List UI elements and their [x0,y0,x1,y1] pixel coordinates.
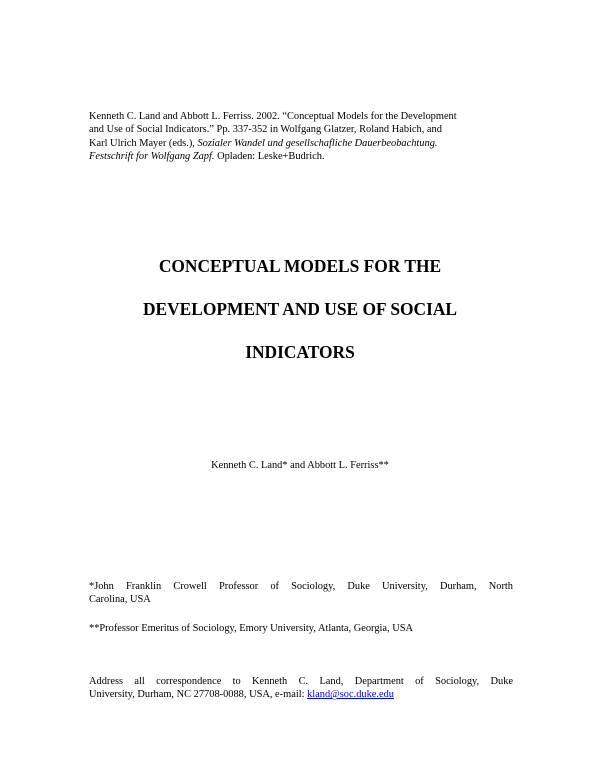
citation-line-1: Kenneth C. Land and Abbott L. Ferriss. 2002. “Conceptual Models for the Development [89,111,457,122]
footnote-land-line-2: Carolina, USA [89,594,151,606]
correspondence-location: University, Durham, NC 27708-0088, USA, e-mail: [89,689,308,701]
citation-block [89,110,513,164]
footnote-ferriss: **Professor Emeritus of Sociology, Emory University, Atlanta, Georgia, USA [89,623,413,634]
author-line: Kenneth C. Land* and Abbott L. Ferriss** [211,460,389,471]
citation-line-4 [89,150,513,163]
correspondence-line-2 [89,688,513,701]
correspondence-address [89,675,513,702]
citation-festschrift: Festschrift for Wolfgang Zapf. [89,151,215,163]
citation-editors: Karl Ulrich Mayer (eds.), [89,137,198,149]
citation-book-title: Sozialer Wandel und gesellschafliche Dauerbeobachtung. [197,137,438,149]
title-line-2: DEVELOPMENT AND USE OF SOCIAL [142,299,458,319]
citation-publisher: Opladen: Leske+Budrich. [214,151,325,163]
paper-title [0,245,600,374]
footnote-land-line-1: *John Franklin Crowell Professor of Sociology, Duke University, Durham, North [89,581,513,592]
citation-line-2: and Use of Social Indicators.” Pp. 337-352 in Wolfgang Glatzer, Roland Habich, and [89,124,442,136]
correspondence-line-1: Address all correspondence to Kenneth C. Land, Department of Sociology, Duke [89,676,513,687]
footnote-land [89,580,513,607]
citation-line-3 [89,137,513,150]
title-line-3: INDICATORS [245,342,355,362]
title-line-1: CONCEPTUAL MODELS FOR THE [158,256,442,276]
email-link[interactable]: kland@soc.duke.edu [307,689,394,701]
